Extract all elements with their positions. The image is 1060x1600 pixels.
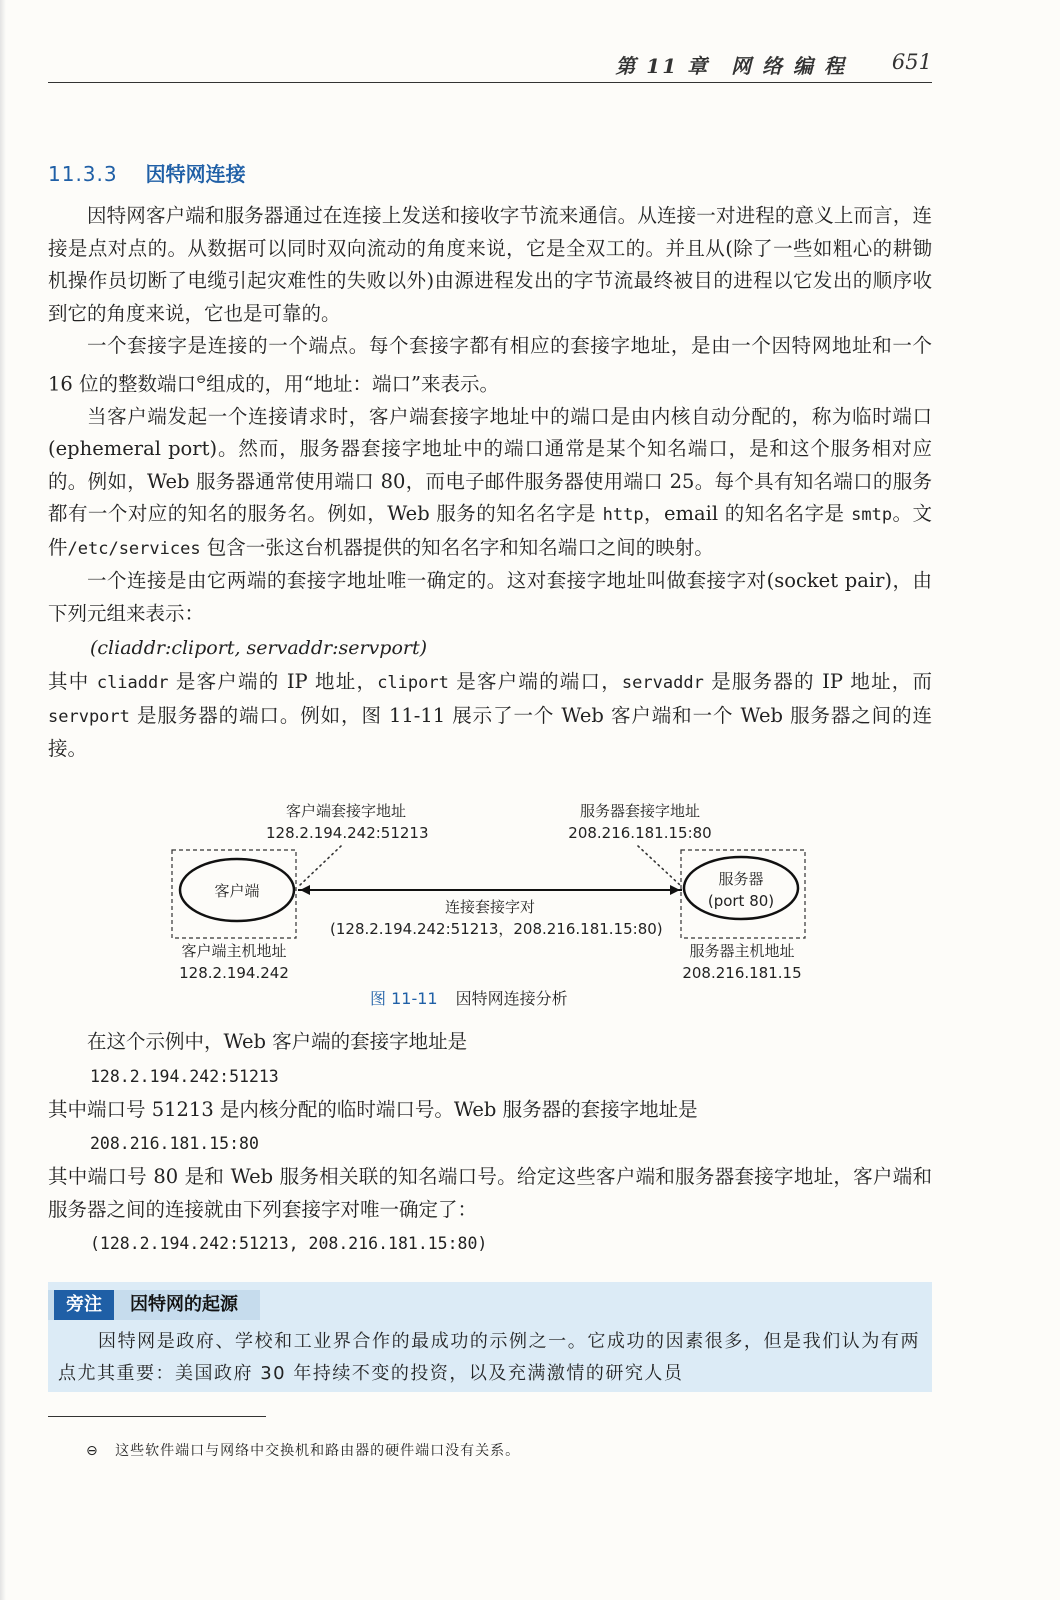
- pair-text: (128.2.194.242:51213，208.216.181.15:80): [330, 920, 663, 938]
- text-run: 。文件: [48, 502, 932, 559]
- footnote: [86, 1440, 520, 1460]
- text-run: 一个套接字是连接的一个端点。每个套接字都有相应的套接字地址，是由一个因特网地址和一个 16 位的整数端口: [48, 334, 932, 395]
- paragraph: 其中端口号 80 是和 Web 服务相关联的知名端口号。给定这些客户端和服务器套接字地址，客户端和服务器之间的连接就由下列套接字对唯一确定了：: [48, 1165, 932, 1221]
- code-line: 208.216.181.15:80: [90, 1134, 259, 1153]
- client-socket-label: [266, 800, 429, 844]
- code-line: 128.2.194.242:51213: [90, 1066, 279, 1086]
- tuple-formula: (cliaddr:cliport, servaddr:servport): [90, 637, 428, 659]
- footnote-divider: [48, 1416, 266, 1417]
- paragraph: [48, 666, 932, 766]
- section-number: 11.3.3: [48, 162, 118, 186]
- server-node-label: [701, 868, 781, 912]
- socket-pair-label: [330, 896, 663, 940]
- text-run: 是客户端的端口，: [448, 670, 622, 693]
- paragraph: [48, 330, 932, 401]
- text-run: 是服务器的端口。例如，图 11-11 展示了一个 Web 客户端和一个 Web 服务器之间的连接。: [48, 703, 932, 760]
- address-text: 208.216.181.15:80: [568, 824, 712, 842]
- address-text: 128.2.194.242: [179, 964, 289, 982]
- text-run: ，email 的知名名字是: [643, 502, 852, 525]
- paragraph: 在这个示例中，Web 客户端的套接字地址是: [87, 1030, 468, 1053]
- text-run: 是服务器的 IP 地址，而: [703, 670, 933, 693]
- running-header: [48, 50, 932, 83]
- text-run: 当客户端发起一个连接请求时，客户端套接字地址中的端口是由内核自动分配的，称为临时端口(ephemeral port)。然而，服务器套接字地址中的端口通常是某个知名端口，是和这个服务相对应的。例如，Web 服务器通常使用端口 80，而电子邮件服务器使用端口 25。每个具有知名端口的服务都有一个对应的知名的服务名。例如，Web 服务的知名名字是: [48, 404, 932, 525]
- page-edge-shadow: [0, 0, 6, 1600]
- arrow-left-icon: [300, 885, 310, 895]
- code-inline: cliport: [377, 673, 449, 693]
- aside-box: [48, 1282, 932, 1392]
- client-socket-pointer: [300, 846, 341, 885]
- text-run: 是客户端的 IP 地址，: [168, 670, 378, 693]
- code-inline: http: [602, 505, 644, 525]
- section-title: 因特网连接: [145, 162, 246, 186]
- label-text: 客户端套接字地址: [285, 802, 406, 820]
- footnote-text: 这些软件端口与网络中交换机和路由器的硬件端口没有关系。: [115, 1443, 521, 1459]
- server-socket-pointer: [638, 846, 680, 885]
- server-host-label: [672, 940, 812, 984]
- arrow-right-icon: [670, 885, 680, 895]
- chapter-title: 第 11 章 网 络 编 程: [615, 54, 846, 78]
- figure-number: 图 11-11: [370, 989, 438, 1008]
- label-text: 客户端主机地址: [181, 942, 287, 960]
- paragraph: 因特网客户端和服务器通过在连接上发送和接收字节流来通信。从连接一对进程的意义上而言，连接是点对点的。从数据可以同时双向流动的角度来说，它是全双工的。并且从(除了一些如粗心的耕锄机操作员切断了电缆引起灾难性的失败以外)由源进程发出的字节流最终被目的进程以它发出的顺序收到它的角度来说，它也是可靠的。: [48, 204, 932, 325]
- aside-text: 因特网是政府、学校和工业界合作的最成功的示例之一。它成功的因素很多，但是我们认为有两点尤其重要：美国政府 30 年持续不变的投资，以及充满激情的研究人员: [58, 1331, 920, 1384]
- label-text: 服务器套接字地址: [579, 802, 700, 820]
- paragraph: 一个连接是由它两端的套接字地址唯一确定的。这对套接字地址叫做套接字对(socket pair)，由下列元组来表示：: [48, 569, 932, 625]
- footnote-ref[interactable]: ⊖: [196, 371, 207, 386]
- footnote-symbol: ⊖: [86, 1443, 99, 1459]
- label-text: 服务器主机地址: [689, 942, 795, 960]
- server-socket-label: [560, 800, 720, 844]
- label-text: 连接套接字对: [444, 898, 535, 916]
- figure-title: 因特网连接分析: [455, 989, 568, 1008]
- code-line: (128.2.194.242:51213, 208.216.181.15:80): [90, 1234, 488, 1253]
- text-run: 组成的，用“地址：端口”来表示。: [206, 372, 500, 395]
- code-inline: servaddr: [621, 673, 704, 693]
- port-text: (port 80): [707, 892, 775, 910]
- section-heading: [48, 158, 246, 187]
- text-run: 包含一张这台机器提供的知名名字和知名端口之间的映射。: [200, 535, 714, 559]
- aside-tag: 旁注: [54, 1290, 114, 1320]
- aside-title: 因特网的起源: [130, 1294, 238, 1315]
- code-inline: cliaddr: [96, 673, 169, 693]
- client-node-label: 客户端: [214, 882, 260, 900]
- address-text: 208.216.181.15: [682, 964, 802, 982]
- page-number: 651: [891, 50, 932, 74]
- client-host-label: [164, 940, 304, 984]
- label-text: 服务器: [718, 870, 764, 888]
- figure-11-11: [160, 796, 840, 1018]
- paragraph: 其中端口号 51213 是内核分配的临时端口号。Web 服务器的套接字地址是: [48, 1097, 698, 1121]
- code-inline: servport: [48, 706, 130, 727]
- figure-caption: [370, 986, 568, 1009]
- body-text-bottom: [48, 1026, 932, 1261]
- paragraph: [48, 401, 932, 566]
- code-inline: /etc/services: [67, 538, 201, 559]
- aside-header: [48, 1290, 260, 1320]
- code-inline: smtp: [851, 505, 893, 525]
- body-text-top: [48, 200, 932, 766]
- address-text: 128.2.194.242:51213: [266, 824, 429, 842]
- text-run: 其中: [48, 670, 97, 693]
